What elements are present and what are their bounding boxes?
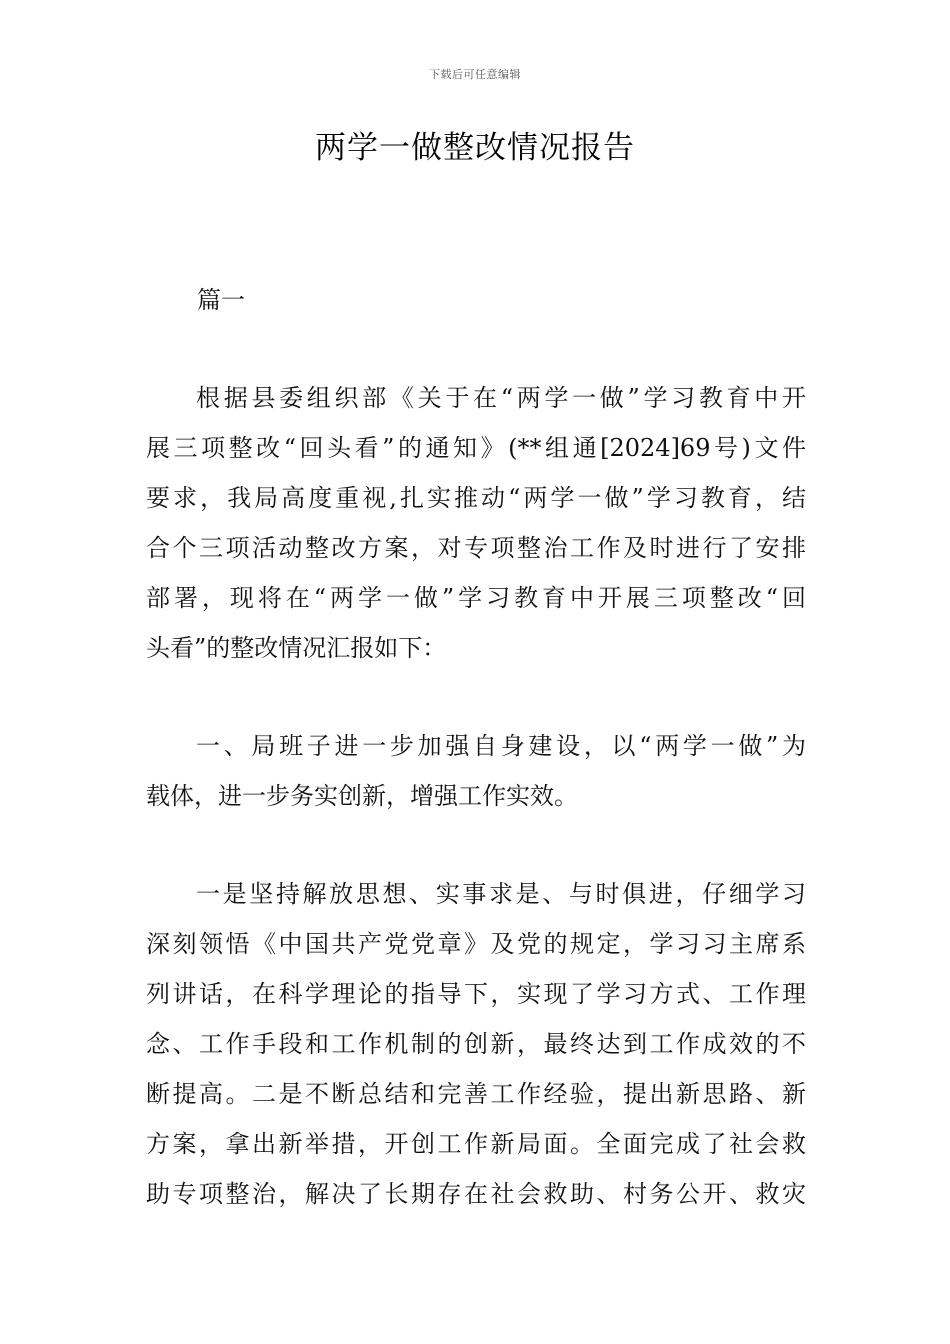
section-label: 篇一	[197, 286, 245, 314]
page-header-note: 下载后可任意编辑	[429, 68, 521, 81]
paragraph-line: 列讲话，在科学理论的指导下，实现了学习方式、工作理	[146, 980, 806, 1008]
paragraph-line: 头看”的整改情况汇报如下：	[146, 634, 447, 662]
paragraph-line: 展三项整改“回头看”的通知》(**组通[2024]69号)文件	[146, 434, 806, 462]
paragraph-line: 合个三项活动整改方案，对专项整治工作及时进行了安排	[146, 534, 806, 562]
paragraph-line: 方案，拿出新举措，开创工作新局面。全面完成了社会救	[146, 1130, 806, 1158]
paragraph-line: 念、工作手段和工作机制的创新，最终达到工作成效的不	[146, 1030, 806, 1058]
paragraph-line: 深刻领悟《中国共产党党章》及党的规定，学习习主席系	[146, 930, 806, 958]
paragraph-line: 部署，现将在“两学一做”学习教育中开展三项整改“回	[146, 584, 806, 612]
paragraph-line: 根据县委组织部《关于在“两学一做”学习教育中开	[196, 384, 806, 412]
paragraph-line: 载体，进一步务实创新，增强工作实效。	[146, 782, 578, 810]
document-title: 两学一做整改情况报告	[315, 130, 635, 166]
paragraph-line: 一是坚持解放思想、实事求是、与时俱进，仔细学习	[196, 880, 806, 908]
paragraph-line: 断提高。二是不断总结和完善工作经验，提出新思路、新	[146, 1080, 806, 1108]
paragraph-line: 要求，我局高度重视,扎实推动“两学一做”学习教育，结	[146, 484, 806, 512]
paragraph-line: 助专项整治，解决了长期存在社会救助、村务公开、救灾	[146, 1180, 806, 1208]
paragraph-line: 一、局班子进一步加强自身建设，以“两学一做”为	[196, 732, 806, 760]
